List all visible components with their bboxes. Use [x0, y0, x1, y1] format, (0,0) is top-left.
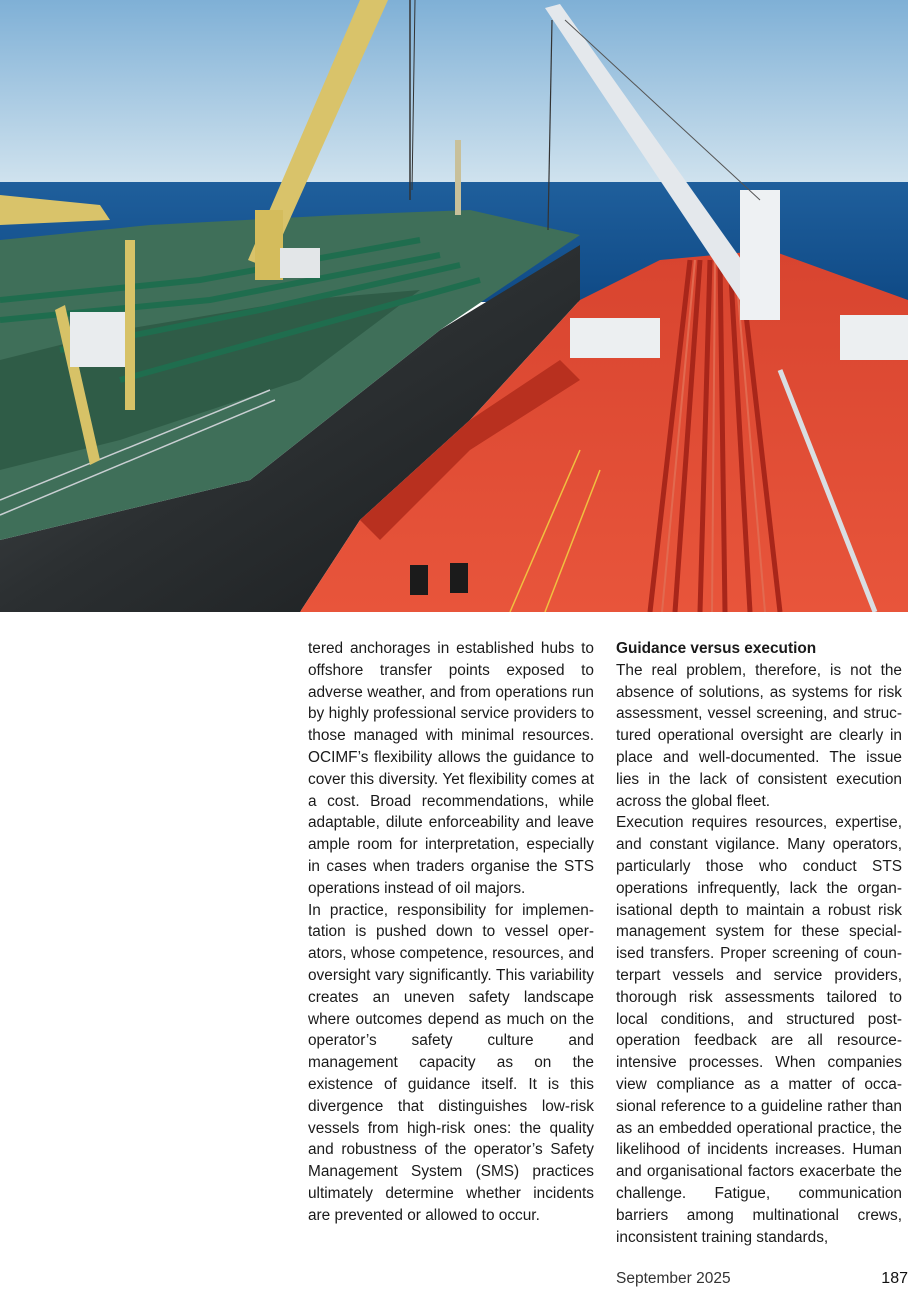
article-column-right: [616, 638, 902, 1248]
section-heading: Guidance versus execution: [616, 640, 817, 657]
body-paragraph: In practice, responsibility for implementation is pushed down to vessel operators, whose competence, resources, and oversight vary significantly. This variability creates an uneven safety landscape where outcomes depend as much on the operator’s safety culture and management capacity as on the existence of guidance itself. It is this divergence that distinguishes low-risk vessels from high-risk ones: the quality and robustness of the operator’s Safety Management System (SMS) practices ultimately determine whether incidents are prevented or allowed to occur.: [308, 901, 594, 1224]
page-number: 187: [881, 1270, 908, 1287]
ship-to-ship-transfer-photo: [0, 0, 908, 612]
body-paragraph: tered anchorages in established hubs to offshore transfer points exposed to adverse weather, and from operations run by highly professional service providers to those managed with minimal resources. OCIMF’s flexibility allows the guidance to cover this diversity. Yet flexibility comes at a cost. Broad recommendations, while adaptable, dilute enforceability and leave ample room for interpretation, especially in cases when traders organise the STS operations instead of oil majors.: [308, 640, 594, 897]
body-paragraph: Execution requires resources, expertise, and constant vigilance. Many operators, particularly those who conduct STS operations infrequently, lack the organisational depth to maintain a robust risk management system for these specialised transfers. Proper screening of counterpart vessels and service providers, thorough risk assessments tailored to local conditions, and structured post-operation feedback are all resource-intensive processes. When companies view compliance as a matter of occasional reference to a guideline rather than as an embedded operational practice, the likelihood of incidents increases. Human and organisational factors exacerbate the challenge. Fatigue, communication barriers among multinational crews, inconsistent training standards,: [616, 814, 902, 1246]
body-paragraph: The real problem, therefore, is not the absence of solutions, as systems for risk assessment, vessel screening, and structured operational oversight are clearly in place and well-documented. The issue lies in the lack of consistent execution across the global fleet.: [616, 661, 902, 810]
article-column-left: [308, 638, 594, 1227]
footer-date: September 2025: [616, 1270, 731, 1287]
